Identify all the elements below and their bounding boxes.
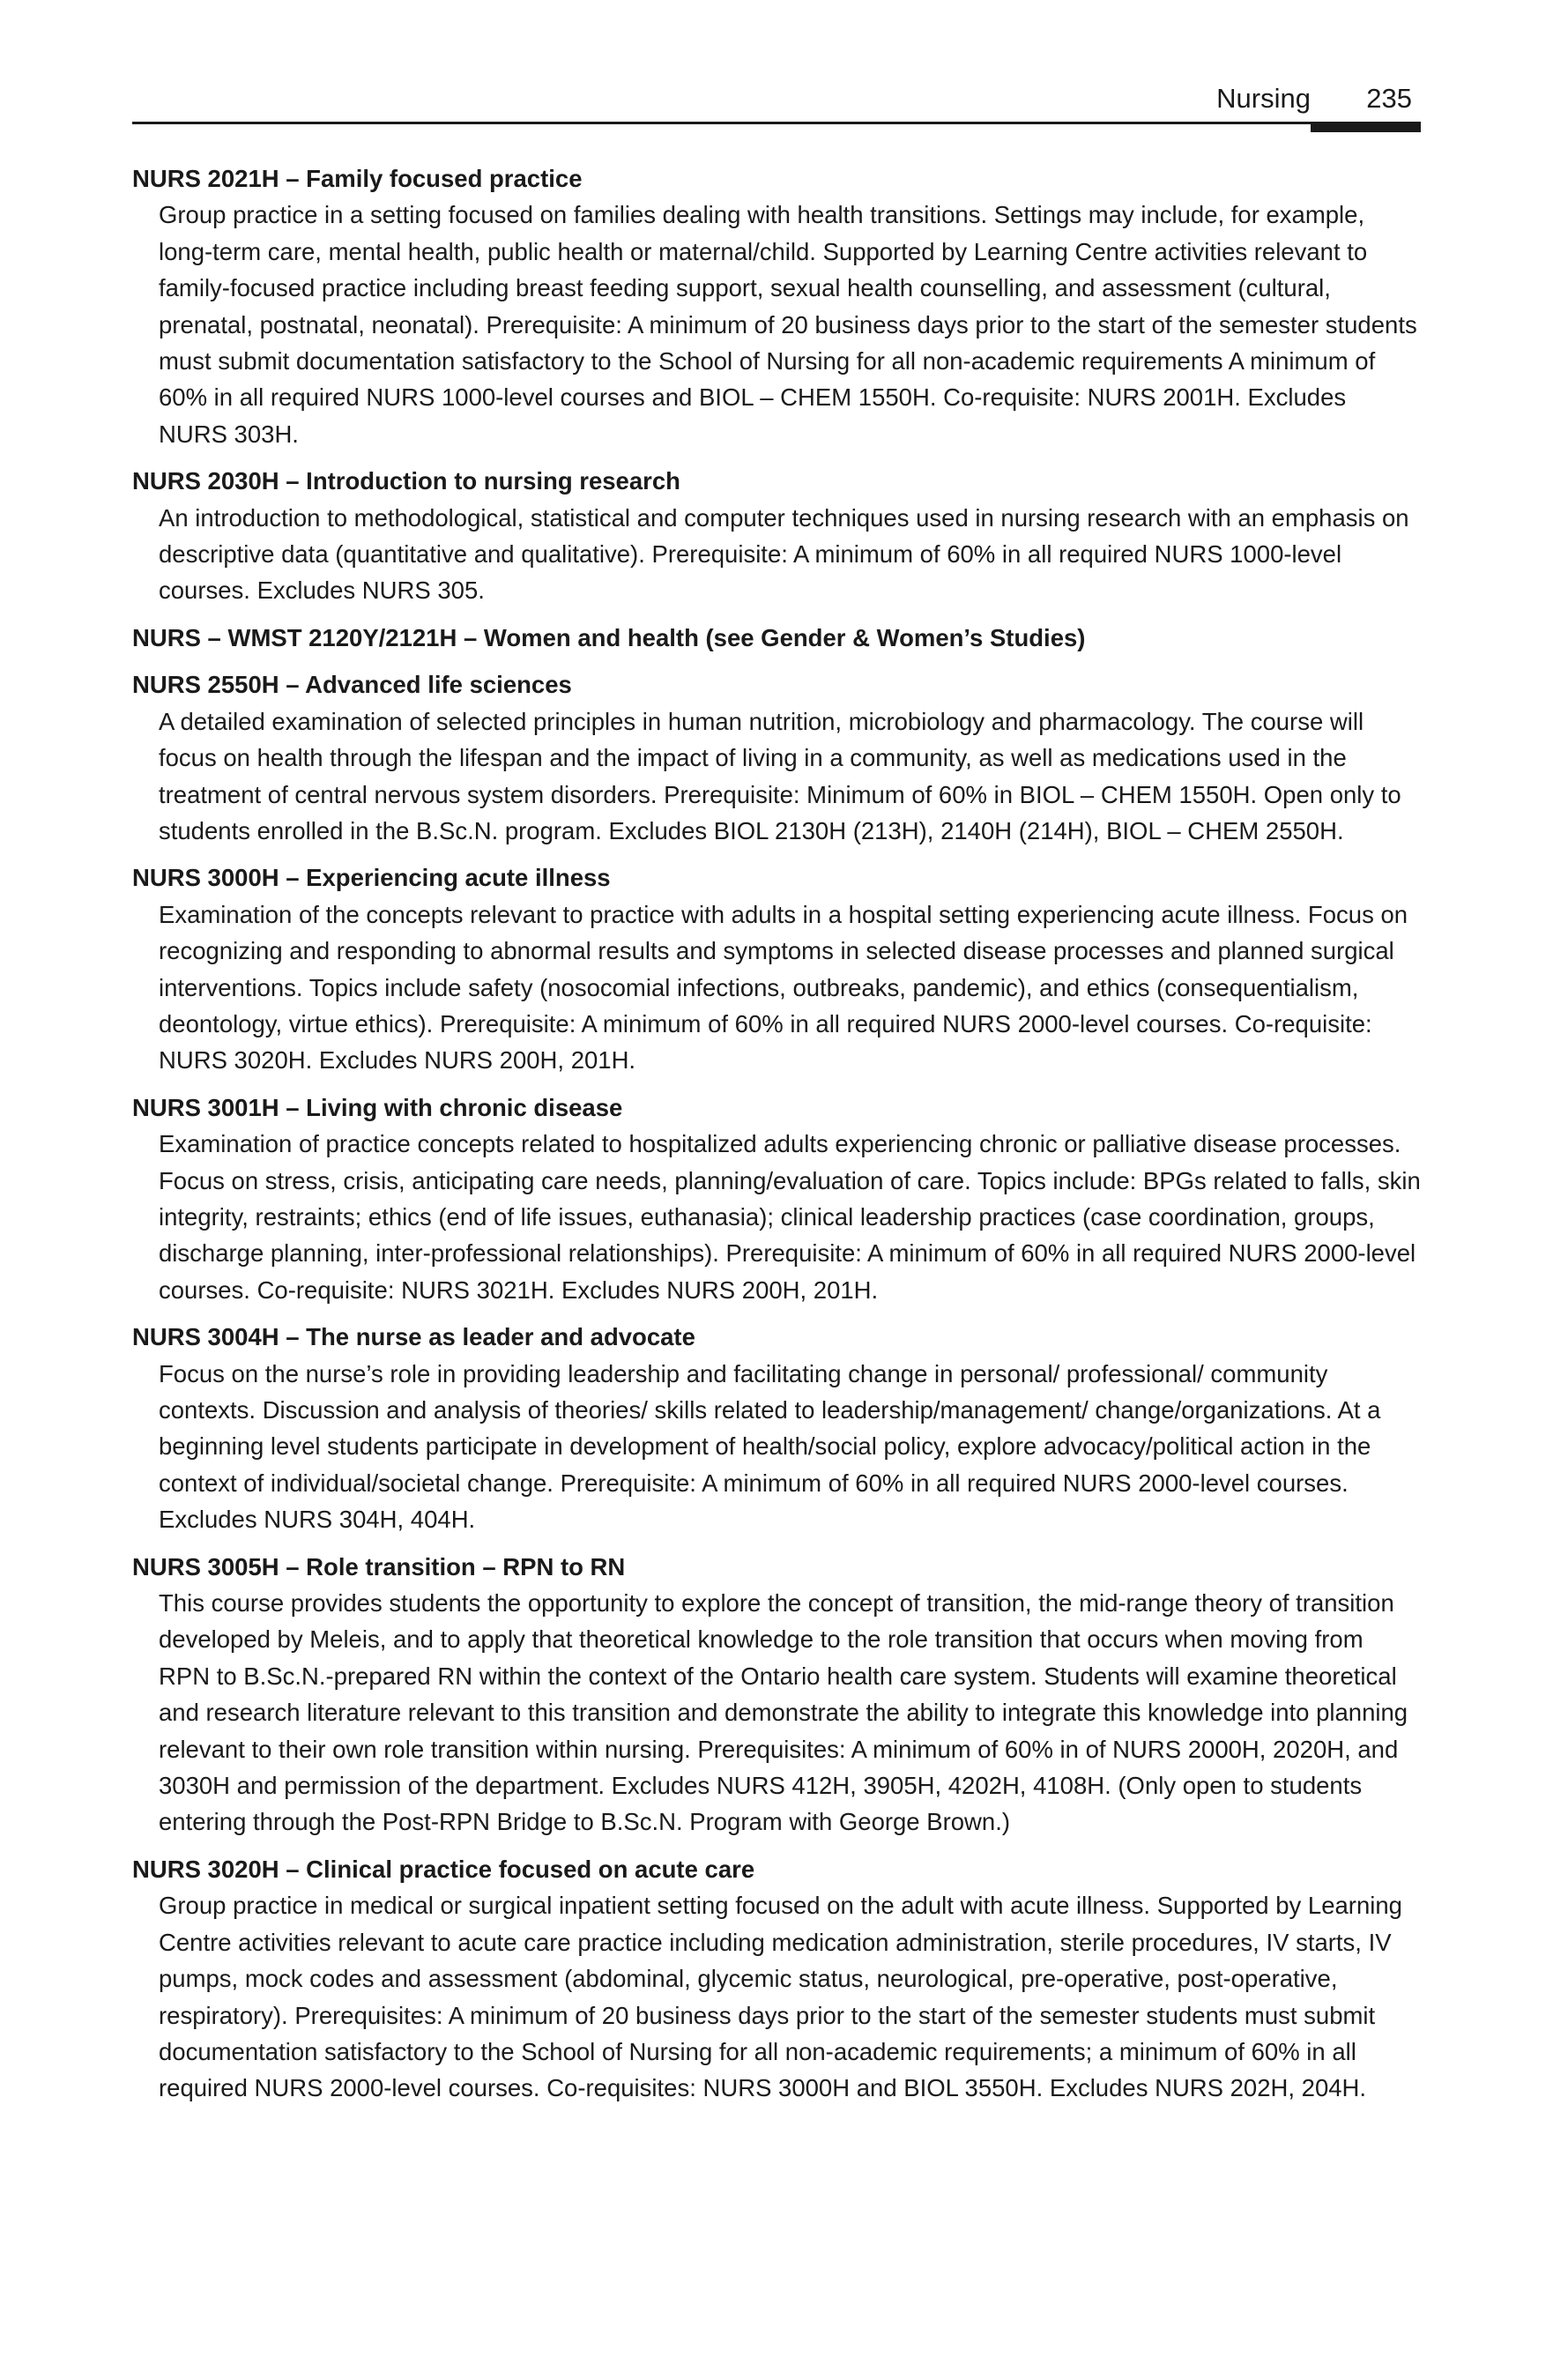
course-entry	[132, 1090, 1421, 1308]
course-list	[132, 160, 1421, 2117]
course-description: A detailed examination of selected principles in human nutrition, microbiology and pharmacology. The course will focus on health through the lifespan and the impact of living in a community, as well as medications used in the treatment of central nervous system disorders. Prerequisite: Minimum of 60% in BIOL – CHEM 1550H. Open only to students enrolled in the B.Sc.N. program. Excludes BIOL 2130H (213H), 2140H (214H), BIOL – CHEM 2550H.	[159, 707, 1401, 844]
course-entry	[132, 620, 1421, 656]
course-description: Group practice in a setting focused on families dealing with health transitions. Settings may include, for example, long-term care, mental health, public health or maternal/child. Supported by Learning Centre activities relevant to family-focused practice including breast feeding support, sexual health counselling, and assessment (cultural, prenatal, postnatal, neonatal). Prerequisite: A minimum of 20 business days prior to the start of the semester students must submit documentation satisfactory to the School of Nursing for all non-academic requirements A minimum of 60% in all required NURS 1000-level courses and BIOL – CHEM 1550H. Co-requisite: NURS 2001H. Excludes NURS 303H.	[159, 201, 1417, 448]
course-title: NURS 2030H – Introduction to nursing research	[132, 467, 680, 495]
course-entry	[132, 463, 1421, 609]
course-title: NURS 2021H – Family focused practice	[132, 165, 583, 192]
course-description: Focus on the nurse’s role in providing leadership and facilitating change in personal/ professional/ community contexts. Discussion and analysis of theories/ skills related to leadership/management/ change/organizations. At a beginning level students participate in development of health/social policy, explore advocacy/political action in the context of individual/societal change. Prerequisite: A minimum of 60% in all required NURS 2000-level courses. Excludes NURS 304H, 404H.	[159, 1359, 1381, 1534]
course-entry	[132, 1851, 1421, 2107]
page-header	[132, 78, 1421, 123]
course-title: NURS 3004H – The nurse as leader and advocate	[132, 1323, 695, 1351]
course-entry	[132, 1319, 1421, 1537]
course-entry	[132, 160, 1421, 452]
course-title: NURS – WMST 2120Y/2121H – Women and health (see Gender & Women’s Studies)	[132, 623, 1086, 651]
course-description: Examination of the concepts relevant to practice with adults in a hospital setting experiencing acute illness. Focus on recognizing and responding to abnormal results and symptoms in selected disease processes and planned surgical interventions. Topics include safety (nosocomial infections, outbreaks, pandemic), and ethics (consequentialism, deontology, virtue ethics). Prerequisite: A minimum of 60% in all required NURS 2000-level courses. Co-requisite: NURS 3020H. Excludes NURS 200H, 201H.	[159, 900, 1408, 1075]
running-head-section: Nursing	[1216, 83, 1311, 114]
page-number: 235	[1366, 83, 1412, 114]
header-tab-marker	[1311, 122, 1421, 132]
course-title: NURS 3020H – Clinical practice focused on acute care	[132, 1855, 755, 1883]
header-rule	[132, 122, 1421, 124]
course-title: NURS 3005H – Role transition – RPN to RN	[132, 1552, 626, 1580]
course-entry	[132, 859, 1421, 1078]
course-entry	[132, 1549, 1421, 1841]
course-title: NURS 3000H – Experiencing acute illness	[132, 864, 611, 892]
course-entry	[132, 666, 1421, 849]
course-title: NURS 2550H – Advanced life sciences	[132, 671, 572, 699]
course-description: An introduction to methodological, statistical and computer techniques used in nursing research with an emphasis on descriptive data (quantitative and qualitative). Prerequisite: A minimum of 60% in all required NURS 1000-level courses. Excludes NURS 305.	[159, 503, 1409, 605]
course-title: NURS 3001H – Living with chronic disease	[132, 1093, 623, 1121]
course-description: This course provides students the opportunity to explore the concept of transition, the mid-range theory of transition developed by Meleis, and to apply that theoretical knowledge to the role transition that occurs when moving from RPN to B.Sc.N.-prepared RN within the context of the Ontario health care system. Students will examine theoretical and research literature relevant to this transition and demonstrate the ability to integrate this knowledge into planning relevant to their own role transition within nursing. Prerequisites: A minimum of 60% in of NURS 2000H, 2020H, and 3030H and permission of the department. Excludes NURS 412H, 3905H, 4202H, 4108H. (Only open to students entering through the Post-RPN Bridge to B.Sc.N. Program with George Brown.)	[159, 1589, 1408, 1836]
course-description: Examination of practice concepts related to hospitalized adults experiencing chronic or palliative disease processes. Focus on stress, crisis, anticipating care needs, planning/evaluation of care. Topics include: BPGs related to falls, skin integrity, restraints; ethics (end of life issues, euthanasia); clinical leadership practices (case coordination, groups, discharge planning, inter-professional relationships). Prerequisite: A minimum of 60% in all required NURS 2000-level courses. Co-requisite: NURS 3021H. Excludes NURS 200H, 201H.	[159, 1130, 1421, 1304]
course-description: Group practice in medical or surgical inpatient setting focused on the adult with acute illness. Supported by Learning Centre activities relevant to acute care practice including medication administration, sterile procedures, IV starts, IV pumps, mock codes and assessment (abdominal, glycemic status, neurological, pre-operative, post-operative, respiratory). Prerequisites: A minimum of 20 business days prior to the start of the semester students must submit documentation satisfactory to the School of Nursing for all non-academic requirements; a minimum of 60% in all required NURS 2000-level courses. Co-requisites: NURS 3000H and BIOL 3550H. Excludes NURS 202H, 204H.	[159, 1892, 1402, 2102]
